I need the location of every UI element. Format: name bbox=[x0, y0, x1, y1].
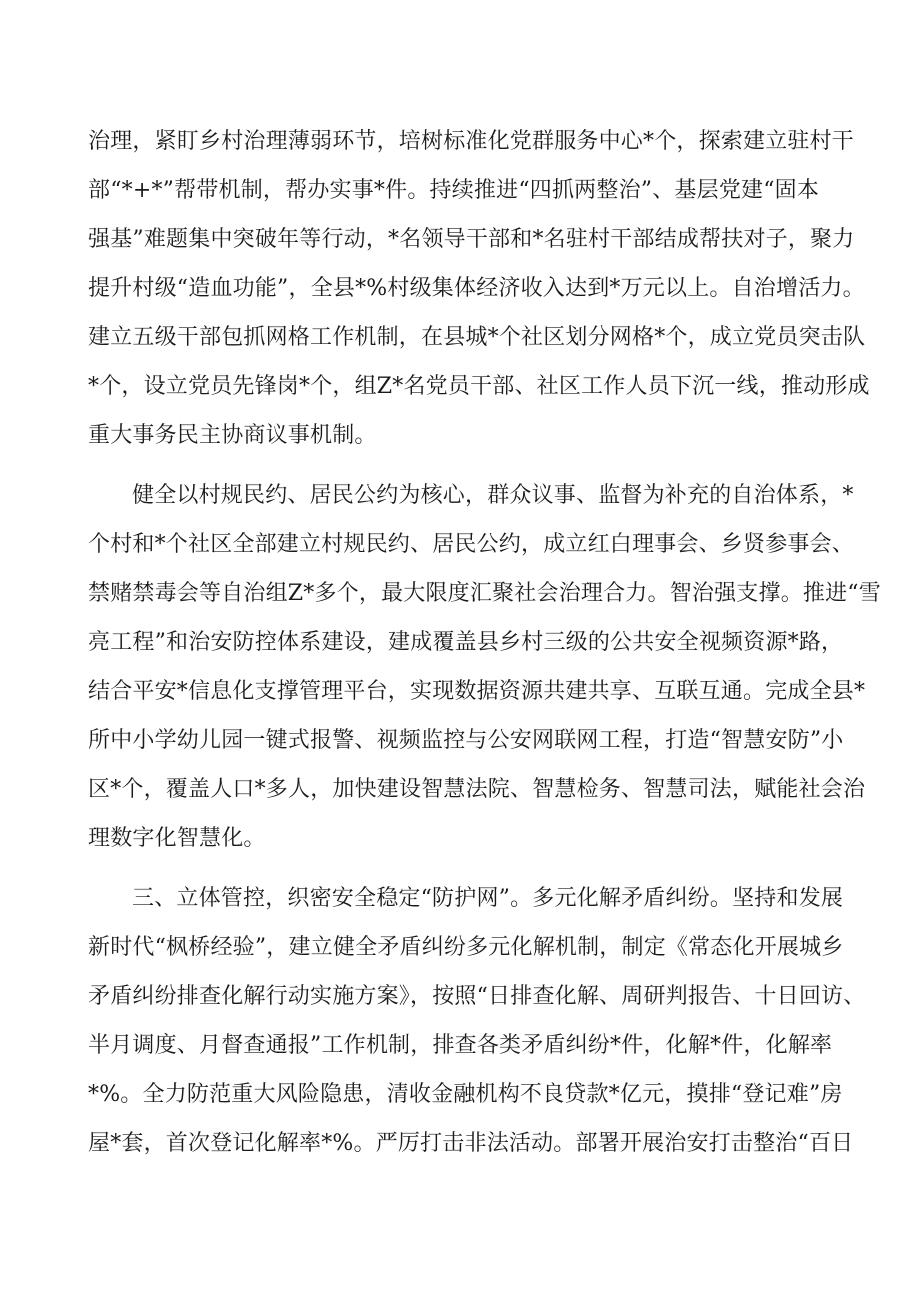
paragraph-first-line: 健全以村规民约、居民公约为核心，群众议事、监督为补充的自治体系，* bbox=[132, 483, 854, 508]
text-line: 理数字化智慧化。 bbox=[88, 826, 266, 851]
text-line: 矛盾纠纷排查化解行动实施方案》，按照“日排查化解、周研判报告、十日回访、 bbox=[88, 984, 866, 1009]
text-line: 治理，紧盯乡村治理薄弱环节，培树标准化党群服务中心*个，探索建立驻村干 bbox=[88, 129, 855, 154]
text-line: *%。全力防范重大风险隐患，清收金融机构不良贷款*亿元，摸排“登记难”房 bbox=[88, 1082, 843, 1107]
text-line: 强基”难题集中突破年等行动，*名领导干部和*名驻村干部结成帮扶对子，聚力 bbox=[88, 227, 855, 252]
text-line: 结合平安*信息化支撑管理平台，实现数据资源共建共享、互联互通。完成全县* bbox=[88, 679, 866, 704]
text-line: 区*个，覆盖人口*多人，加快建设智慧法院、智慧检务、智慧司法，赋能社会治 bbox=[88, 777, 866, 802]
text-line: 亮工程”和治安防控体系建设，建成覆盖县乡村三级的公共安全视频资源*路， bbox=[88, 630, 844, 655]
text-line: 新时代“枫桥经验”，建立健全矛盾纠纷多元化解机制，制定《常态化开展城乡 bbox=[88, 935, 844, 960]
text-line: 提升村级“造血功能”，全县*%村级集体经济收入达到*万元以上。自治增活力。 bbox=[88, 276, 865, 301]
text-line: 个村和*个社区全部建立村规民约、居民公约，成立红白理事会、乡贤参事会、 bbox=[88, 532, 855, 557]
text-line: 半月调度、月督查通报”工作机制，排查各类矛盾纠纷*件，化解*件，化解率 bbox=[88, 1033, 833, 1058]
paragraph-first-line: 三、立体管控，织密安全稳定“防护网”。多元化解矛盾纠纷。坚持和发展 bbox=[132, 886, 844, 911]
text-line: *个，设立党员先锋岗*个，组Z*名党员干部、社区工作人员下沉一线，推动形成 bbox=[88, 374, 870, 399]
text-line: 重大事务民主协商议事机制。 bbox=[88, 423, 377, 448]
text-line: 建立五级干部包抓网格工作机制，在县城*个社区划分网格*个，成立党员突击队 bbox=[88, 325, 866, 350]
text-line: 禁赌禁毒会等自治组Z*多个，最大限度汇聚社会治理合力。智治强支撑。推进“雪 bbox=[88, 581, 881, 606]
text-line: 屋*套，首次登记化解率*%。严厉打击非法活动。部署开展治安打击整治“百日 bbox=[88, 1131, 854, 1156]
text-line: 所中小学幼儿园一键式报警、视频监控与公安网联网工程，打造“智慧安防”小 bbox=[88, 728, 844, 753]
text-line: 部“*+*”帮带机制，帮办实事*件。持续推进“四抓两整治”、基层党建“固本 bbox=[88, 178, 820, 203]
